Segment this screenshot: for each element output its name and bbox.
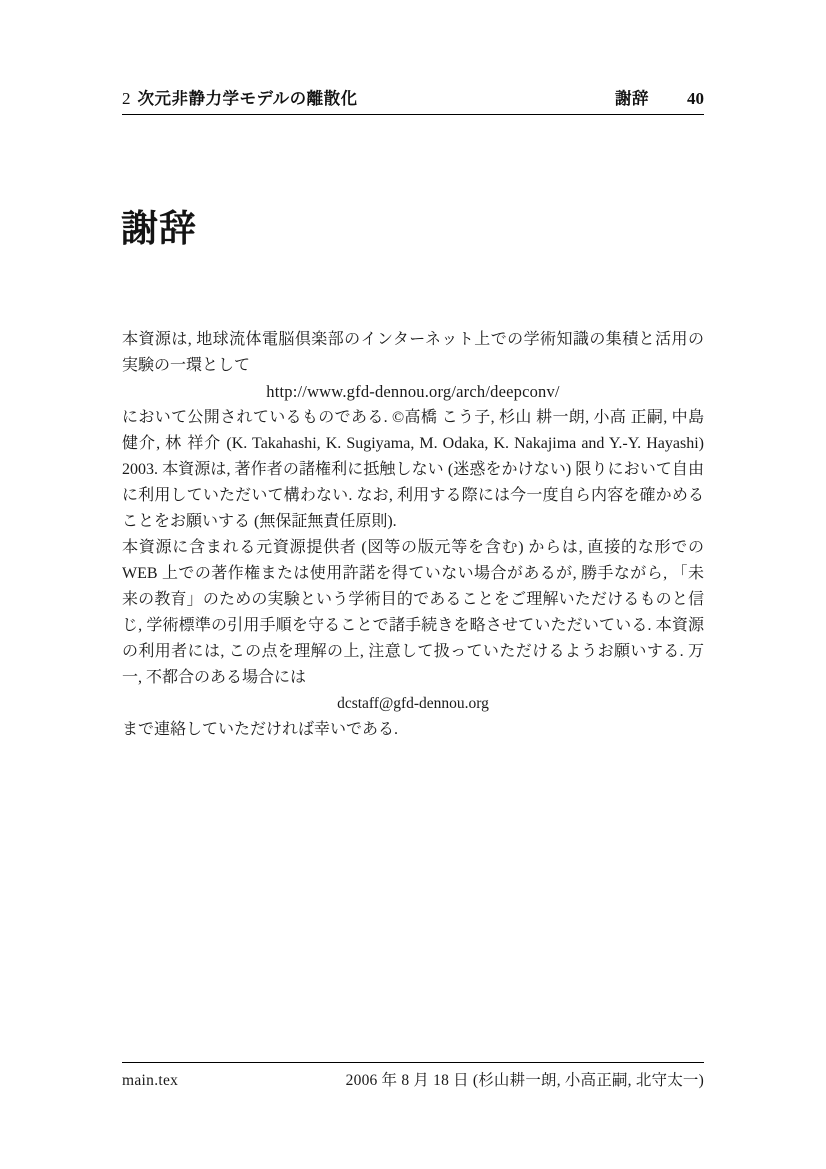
- section-number: 2: [122, 89, 131, 108]
- header-chapter-label: 謝辞: [615, 90, 649, 108]
- contact-email: dcstaff@gfd-dennou.org: [337, 695, 489, 712]
- page-number: 40: [687, 89, 704, 108]
- header-section: [122, 85, 358, 109]
- paragraph-closing: まで連絡していただければ幸いである.: [122, 721, 399, 738]
- chapter-title: 謝辞: [121, 208, 197, 249]
- paragraph-copyright: において公開されているものである. ©高橋 こう子, 杉山 耕一朗, 小高 正嗣, 中島 健介, 林 祥介 (K. Takahashi, K. Sugiyama, M. Odaka, K. Nakajima and Y.-Y. Hayashi) 2003. 本資源は, 著作者の諸権利に抵触しない (迷惑をかけない) 限りにおいて自由に利用していただいて構わない. なお, 利用する際には今一度自ら内容を確かめることをお願いする (無保証無責任原則).: [122, 409, 704, 530]
- footer-filename: main.tex: [122, 1072, 179, 1089]
- running-footer: [122, 1062, 704, 1090]
- paragraph-license: 本資源に含まれる元資源提供者 (図等の版元等を含む) からは, 直接的な形での WEB 上での著作権または使用許諾を得ていない場合があるが, 勝手ながら, 「未来の教育」のための実験という学術目的であることをご理解いただけるものと信じ, 学術標準の引用手順を守ることで諸手続きを略させていただいている. 本資源の利用者には, この点を理解の上, 注意して扱っていただけるようお願いする. 万一, 不都合のある場合には: [122, 539, 704, 686]
- body-text: [122, 327, 704, 743]
- section-title: 次元非静力学モデルの離散化: [137, 90, 358, 108]
- header-right: [615, 85, 704, 109]
- running-header: [122, 85, 704, 115]
- footer-date-authors: 2006 年 8 月 18 日 (杉山耕一朗, 小高正嗣, 北守太一): [345, 1072, 704, 1089]
- paragraph-intro: 本資源は, 地球流体電脳倶楽部のインターネット上での学術知識の集積と活用の実験の一環として: [122, 331, 704, 374]
- resource-url: http://www.gfd-dennou.org/arch/deepconv/: [266, 382, 560, 401]
